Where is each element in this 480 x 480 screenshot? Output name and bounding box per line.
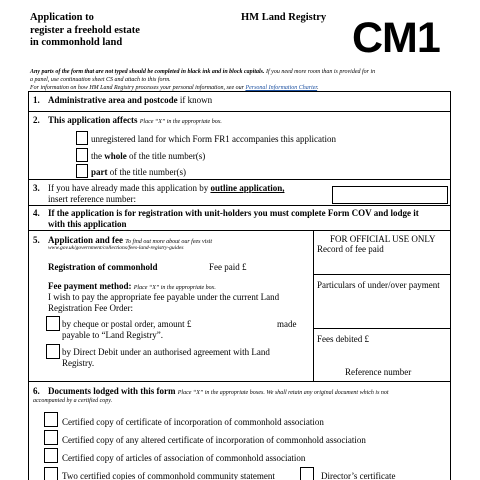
- unit-holders-line: If the application is for registration with unit-holders you must complete Form COV and lodge it: [48, 208, 419, 218]
- doc-altered-incorporation-checkbox[interactable]: [44, 430, 58, 445]
- fee-paid-label: Fee paid £: [209, 262, 247, 272]
- instructions-text: For information on how HM Land Registry processes your personal information, see our: [30, 85, 246, 91]
- direct-debit-checkbox[interactable]: [46, 344, 60, 359]
- option-bold-text: whole: [104, 151, 127, 161]
- fee-payment-line: Registration Fee Order:: [48, 303, 133, 313]
- panel-number: 5.: [33, 235, 40, 245]
- doc-directors-certificate-label: Director’s certificate: [321, 471, 396, 480]
- outline-reference-input[interactable]: [332, 186, 448, 204]
- reference-number-label: Reference number: [345, 367, 412, 377]
- outline-reference-label: insert reference number:: [48, 194, 136, 204]
- registry-name: HM Land Registry: [241, 12, 327, 23]
- fees-debited-label: Fees debited £: [317, 334, 369, 344]
- documents-label: Documents lodged with this form: [48, 386, 176, 396]
- cheque-text: by cheque or postal order, amount £: [62, 319, 192, 329]
- unit-holders-text: [48, 208, 419, 230]
- doc-directors-certificate-checkbox[interactable]: [300, 467, 314, 480]
- panel-outline-application: [28, 179, 451, 206]
- form-code: CM1: [352, 14, 440, 62]
- particulars-label: Particulars of under/over payment: [317, 280, 440, 290]
- panel-application-affects: [28, 111, 451, 180]
- instructions-bold: Any parts of the form that are not typed should be completed in black ink and in block capitals.: [30, 69, 265, 75]
- documents-hint: Place “X” in the appropriate boxes. We shall retain any original document which is not: [177, 390, 389, 396]
- option-text: of the title number(s): [107, 167, 186, 177]
- form-instructions: [30, 68, 450, 92]
- doc-articles-label: Certified copy of articles of association of commonhold association: [62, 453, 306, 463]
- official-use-divider: [313, 231, 314, 381]
- whole-title-label: [91, 151, 205, 161]
- direct-debit-line: by Direct Debit under an authorised agreement with Land: [62, 347, 270, 357]
- application-fee-label: Application and fee: [48, 235, 124, 245]
- outline-application-text: [48, 183, 284, 193]
- outline-text: If you have already made this application by: [48, 183, 211, 193]
- doc-articles-checkbox[interactable]: [44, 448, 58, 463]
- panel-administrative-area: [28, 91, 451, 112]
- application-affects-hint: Place “X” in the appropriate box.: [139, 119, 222, 125]
- panel-number: 3.: [33, 183, 40, 193]
- cheque-checkbox[interactable]: [46, 316, 60, 331]
- part-title-checkbox[interactable]: [76, 164, 88, 178]
- unit-holders-line: with this application: [48, 219, 127, 229]
- form-title: [30, 12, 200, 50]
- panel-unit-holders: [28, 205, 451, 231]
- admin-area-label: Administrative area and postcode: [48, 95, 178, 105]
- option-text: of the title number(s): [126, 151, 206, 161]
- part-title-label: [91, 167, 186, 177]
- panel-number: 6.: [33, 386, 40, 396]
- fee-payment-text: [48, 292, 279, 314]
- cheque-payable-text: payable to “Land Registry”.: [62, 330, 163, 340]
- doc-incorporation-label: Certified copy of certificate of incorporation of commonhold association: [62, 417, 324, 427]
- application-fee-hint: To find out more about our fees visit: [125, 239, 212, 245]
- doc-community-statement-checkbox[interactable]: [44, 467, 58, 480]
- direct-debit-line: Registry.: [62, 358, 95, 368]
- official-use-heading: FOR OFFICIAL USE ONLY: [330, 234, 436, 244]
- fee-payment-label: Fee payment method:: [48, 281, 132, 291]
- fee-payment-heading: [48, 281, 216, 291]
- documents-hint-cont: accompanied by a certified copy.: [33, 398, 113, 404]
- option-bold-text: part: [91, 167, 108, 177]
- panel-label: [48, 95, 212, 105]
- instructions-text: .: [317, 85, 319, 91]
- instructions-text: If you need more room than is provided for in: [264, 69, 376, 75]
- form-title-line: register a freehold estate: [30, 24, 140, 36]
- panel-label: [48, 115, 222, 125]
- unregistered-land-checkbox[interactable]: [76, 131, 88, 145]
- record-of-fee-label: Record of fee paid: [317, 244, 384, 254]
- panel-application-fee: [28, 230, 451, 382]
- doc-altered-incorporation-label: Certified copy of any altered certificate of incorporation of commonhold association: [62, 435, 366, 445]
- whole-title-checkbox[interactable]: [76, 148, 88, 162]
- panel-number: 1.: [33, 95, 40, 105]
- official-use-rule: [313, 328, 450, 329]
- doc-community-statement-label: Two certified copies of commonhold community statement: [62, 471, 275, 480]
- fee-payment-line: I wish to pay the appropriate fee payable under the current Land: [48, 292, 280, 302]
- application-affects-label: This application affects: [48, 115, 138, 125]
- instructions-text: a panel, use continuation sheet CS and attach to this form.: [30, 77, 171, 83]
- outline-bold-text: outline application,: [210, 183, 285, 193]
- direct-debit-option-text: [62, 347, 270, 369]
- official-use-rule: [313, 274, 450, 275]
- personal-information-charter-link[interactable]: Personal Information Charter: [245, 85, 318, 91]
- option-text: the: [91, 151, 105, 161]
- admin-area-suffix: if known: [177, 95, 213, 105]
- documents-heading: [48, 386, 448, 396]
- cheque-made-text: made: [277, 319, 297, 329]
- fees-guide-link[interactable]: www.gov.uk/government/collections/fees-land-registry-guides: [48, 245, 184, 251]
- form-title-line: in commonhold land: [30, 37, 123, 48]
- application-fee-heading: [48, 235, 212, 245]
- cheque-option-text: [62, 319, 317, 341]
- form-title-line: Application to: [30, 12, 94, 23]
- panel-documents-lodged: [28, 381, 451, 480]
- panel-number: 4.: [33, 208, 40, 218]
- fee-payment-hint: Place “X” in the appropriate box.: [133, 285, 216, 291]
- doc-incorporation-checkbox[interactable]: [44, 412, 58, 427]
- panel-number: 2.: [33, 115, 40, 125]
- registration-of-commonhold-label: Registration of commonhold: [48, 262, 158, 272]
- unregistered-land-label: unregistered land for which Form FR1 accompanies this application: [91, 134, 336, 144]
